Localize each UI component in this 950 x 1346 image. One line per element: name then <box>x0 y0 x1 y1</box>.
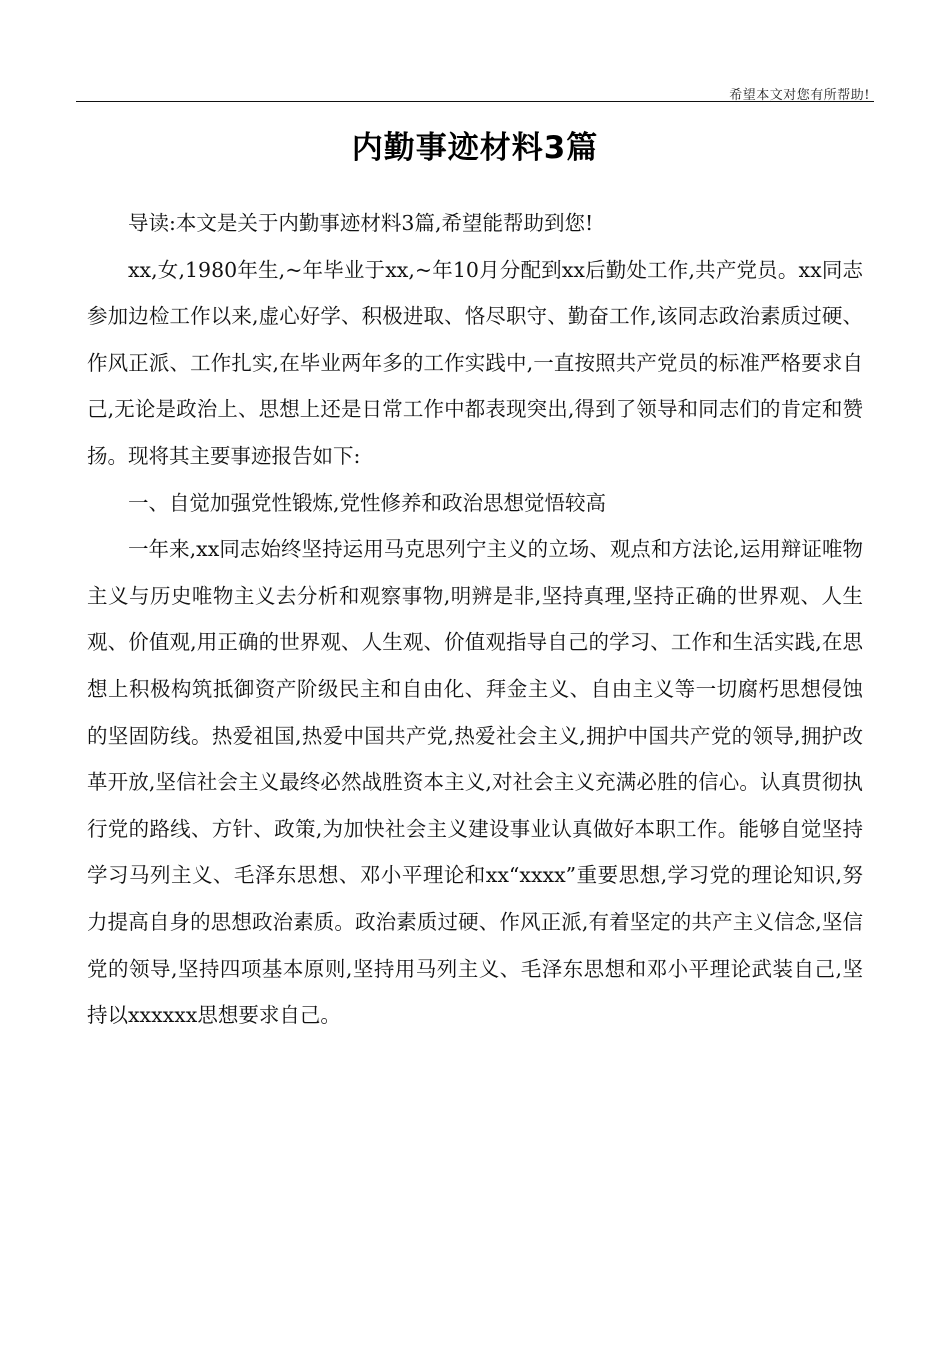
document-title: 内勤事迹材料3篇 <box>351 130 599 166</box>
section-paragraph: 一年来,xx同志始终坚持运用马克思列宁主义的立场、观点和方法论,运用辩证唯物主义与历史唯物主义去分析和观察事物,明辨是非,坚持真理,坚持正确的世界观、人生观、价值观,用正确的世界观、人生观、价值观指导自己的学习、工作和生活实践,在思想上积极构筑抵御资产阶级民主和自由化、拜金主义、自由主义等一切腐朽思想侵蚀的坚固防线。热爱祖国,热爱中国共产党,热爱社会主义,拥护中国共产党的领导,拥护改革开放,坚信社会主义最终必然战胜资本主义,对社会主义充满必胜的信心。认真贯彻执行党的路线、方针、政策,为加快社会主义建设事业认真做好本职工作。能够自觉坚持学习马列主义、毛泽东思想、邓小平理论和xx“xxxx”重要思想,学习党的理论知识,努力提高自身的思想政治素质。政治素质过硬、作风正派,有着坚定的共产主义信念,坚信党的领导,坚持四项基本原则,坚持用马列主义、毛泽东思想和邓小平理论武装自己,坚持以xxxxxx思想要求自己。 <box>87 537 863 1028</box>
intro-paragraph: 导读:本文是关于内勤事迹材料3篇,希望能帮助到您! <box>128 211 594 235</box>
profile-paragraph: xx,女,1980年生,~年毕业于xx,~年10月分配到xx后勤处工作,共产党员。xx同志参加边检工作以来,虚心好学、积极进取、恪尽职守、勤奋工作,该同志政治素质过硬、作风正派、工作扎实,在毕业两年多的工作实践中,一直按照共产党员的标准严格要求自己,无论是政治上、思想上还是日常工作中都表现突出,得到了领导和同志们的肯定和赞扬。现将其主要事迹报告如下: <box>87 257 863 468</box>
header-divider <box>76 101 874 102</box>
document-body <box>87 200 863 1039</box>
section-heading: 一、自觉加强党性锻炼,党性修养和政治思想觉悟较高 <box>128 490 607 515</box>
header-note: 希望本文对您有所帮助! <box>729 88 870 103</box>
